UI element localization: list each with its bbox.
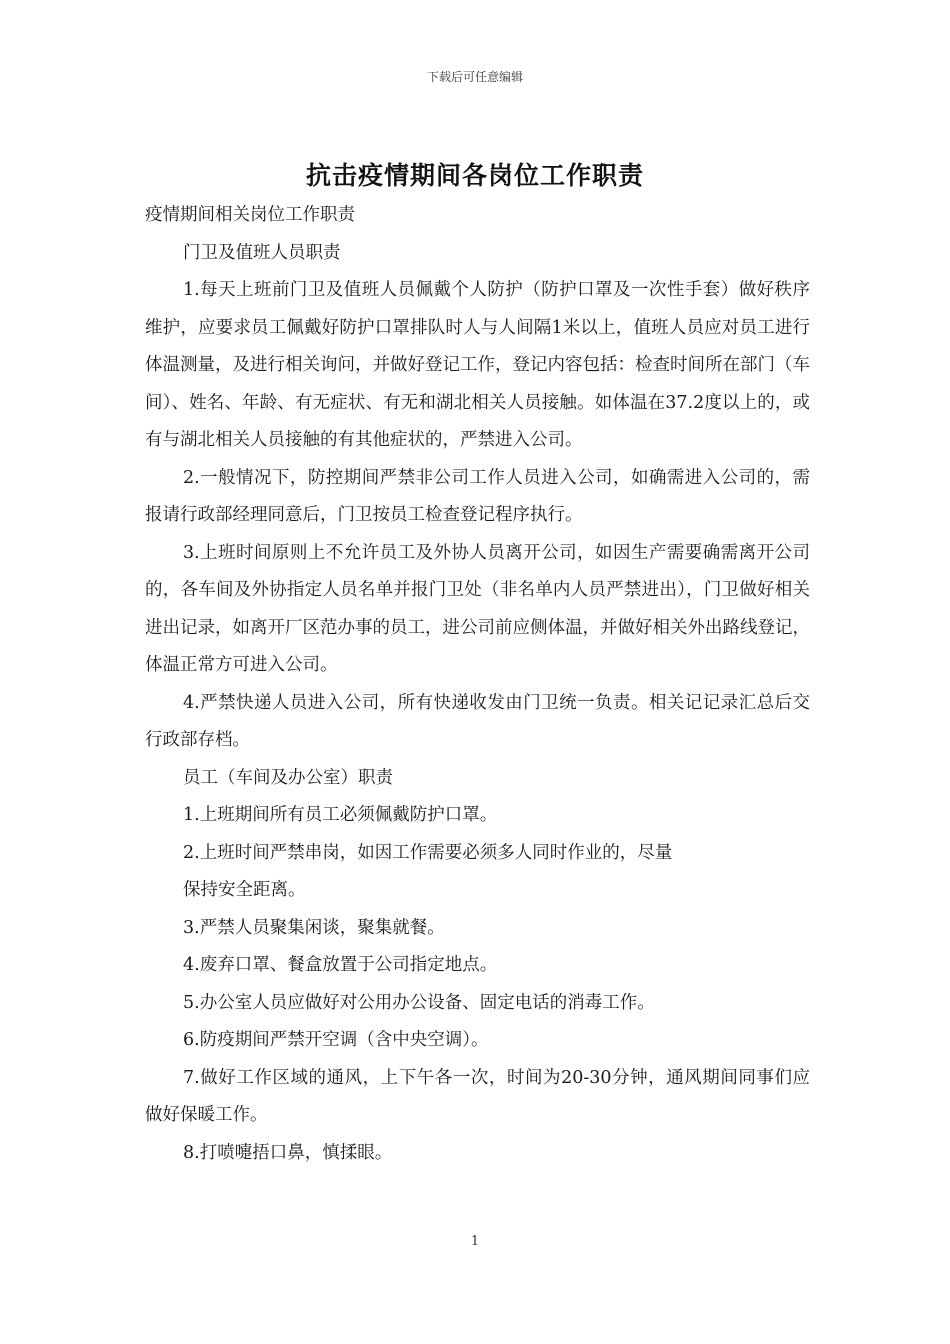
paragraph: 4.严禁快递人员进入公司，所有快递收发由门卫统一负责。相关记记录汇总后交行政部存档。 bbox=[145, 692, 810, 750]
paragraph: 6.防疫期间严禁开空调（含中央空调）。 bbox=[183, 1030, 489, 1050]
paragraph: 5.办公室人员应做好对公用办公设备、固定电话的消毒工作。 bbox=[183, 992, 655, 1013]
subsection-heading-staff: 员工（车间及办公室）职责 bbox=[183, 767, 393, 788]
paragraph: 1.每天上班前门卫及值班人员佩戴个人防护（防护口罩及一次性手套）做好秩序维护，应要求员工佩戴好防护口罩排队时人与人间隔1米以上，值班人员应对员工进行体温测量，及进行相关询问，并做好登记工作，登记内容包括：检查时间所在部门（车间）、姓名、年龄、有无症状、有无和湖北相关人员接触。如体温在37.2度以上的，或有与湖北相关人员接触的有其他症状的，严禁进入公司。 bbox=[145, 280, 810, 450]
document-body bbox=[145, 197, 810, 1172]
document-title: 抗击疫情期间各岗位工作职责 bbox=[305, 161, 644, 190]
header-note: 下载后可任意编辑 bbox=[426, 70, 523, 84]
page-number: 1 bbox=[470, 1234, 480, 1249]
paragraph: 7.做好工作区域的通风，上下午各一次，时间为20-30分钟，通风期间同事们应做好保暖工作。 bbox=[145, 1067, 810, 1125]
paragraph: 8.打喷嚏捂口鼻，慎揉眼。 bbox=[183, 1142, 393, 1163]
section-heading: 疫情期间相关岗位工作职责 bbox=[145, 205, 355, 225]
paragraph: 1.上班期间所有员工必须佩戴防护口罩。 bbox=[183, 805, 498, 825]
paragraph: 保持安全距离。 bbox=[183, 880, 306, 900]
paragraph: 2.上班时间严禁串岗，如因工作需要必须多人同时作业的，尽量 bbox=[183, 842, 673, 863]
paragraph: 3.严禁人员聚集闲谈，聚集就餐。 bbox=[183, 917, 445, 938]
paragraph: 3.上班时间原则上不允许员工及外协人员离开公司，如因生产需要确需离开公司的，各车间及外协指定人员名单并报门卫处（非名单内人员严禁进出），门卫做好相关进出记录，如离开厂区范办事的员工，进公司前应侧体温，并做好相关外出路线登记，体温正常方可进入公司。 bbox=[145, 542, 810, 675]
subsection-heading-guard: 门卫及值班人员职责 bbox=[183, 242, 341, 263]
paragraph: 2.一般情况下，防控期间严禁非公司工作人员进入公司，如确需进入公司的，需报请行政部经理同意后，门卫按员工检查登记程序执行。 bbox=[145, 467, 810, 525]
paragraph: 4.废弃口罩、餐盒放置于公司指定地点。 bbox=[183, 955, 498, 975]
